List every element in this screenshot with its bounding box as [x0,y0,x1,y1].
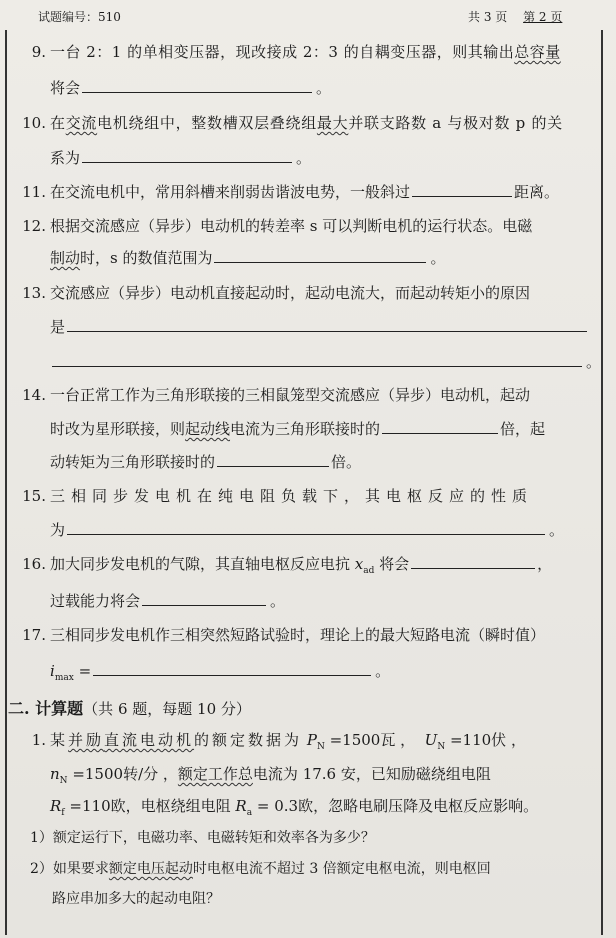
answer-blank[interactable] [82,76,312,93]
answer-blank[interactable] [67,315,587,332]
calc-question-1-part-2: 2）如果要求额定电压起动时电枢电流不超过 3 倍额定电枢电流，则电枢回 [30,861,491,877]
current-page: 第 2 页 [523,10,563,24]
exam-page: 试题编号：510 共 3 页 第 2 页 9. 一台 2：1 的单相变压器，现改接成 2：3 的自耦变压器，则其输出总容量 将会 。 10. 在交流电机绕组中，整数槽双层叠绕组最大并联支路数 a 与极对数 p 的关 系为 。 11. 在交流电机中，常用斜槽来削弱齿谐波电势，一般斜过 距离。 12. 根据交流感应（异步）电动机的转差率 s 可以判断电机的运行状态。电磁 制动时，s 的数值范围为 。 13. 交流感应（异步）电动机直接起动时，起动电流大，而起动转矩小的原因 是 。 14. 一台正常工作为三角形联接的三相鼠笼型交流感应（异步）电动机，起动 时改为星形联接，则起动线电流为三角形联接时的 倍，起 动转矩为三角形联接时的 倍。 15. 三相同步发电机在纯电阻负载下，其电枢反应的性质 为 。 16. 加大同步发电机的气隙，其直轴电枢反应电抗 $x_{ad}$ 将会 ， 过载能力将会 。 17. 三相同步发电机作三相突然短路试验时，理论上的最大短路电流（瞬时值） $i_{max}$ = 。 二. 计算题（共 6 题，每题 10 分） 1. 某并励直流电动机的额定数据为 $P_N =1500$瓦 ， $U_N =110$伏 ， $n_N =1500$转/分 ，额定工作总电流为 17.6 安，已知励磁绕组电阻 $R_f =110$欧，电枢绕组电阻 $R_a = 0.3$欧，忽略电刷压降及电枢反应影响。 1）额定运行下，电磁功率、电磁转矩和效率各为多少？ 2）如果要求额定电压起动时电枢电流不超过 3 倍额定电枢电流，则电枢回 路应串加多大的起动电阻？ [0,0,616,938]
page-header [0,8,616,26]
answer-blank[interactable] [214,246,426,263]
answer-blank[interactable] [67,518,545,535]
answer-blank[interactable] [52,350,582,367]
answer-blank[interactable] [93,659,371,676]
section-2-title: 二. 计算题（共 6 题，每题 10 分） [8,699,251,718]
total-pages: 共 3 页 [468,10,508,24]
answer-blank[interactable] [412,180,512,197]
calc-question-1-part-1: 1）额定运行下，电磁功率、电磁转矩和效率各为多少？ [30,830,375,846]
answer-blank[interactable] [142,589,266,606]
answer-blank[interactable] [82,146,292,163]
answer-blank[interactable] [217,450,329,467]
answer-blank[interactable] [411,552,535,569]
page-info [468,8,574,25]
answer-blank[interactable] [382,417,498,434]
exam-code: 试题编号：510 [38,10,121,24]
calc-question-1-part-2-cont: 路应串加多大的起动电阻？ [52,891,220,907]
